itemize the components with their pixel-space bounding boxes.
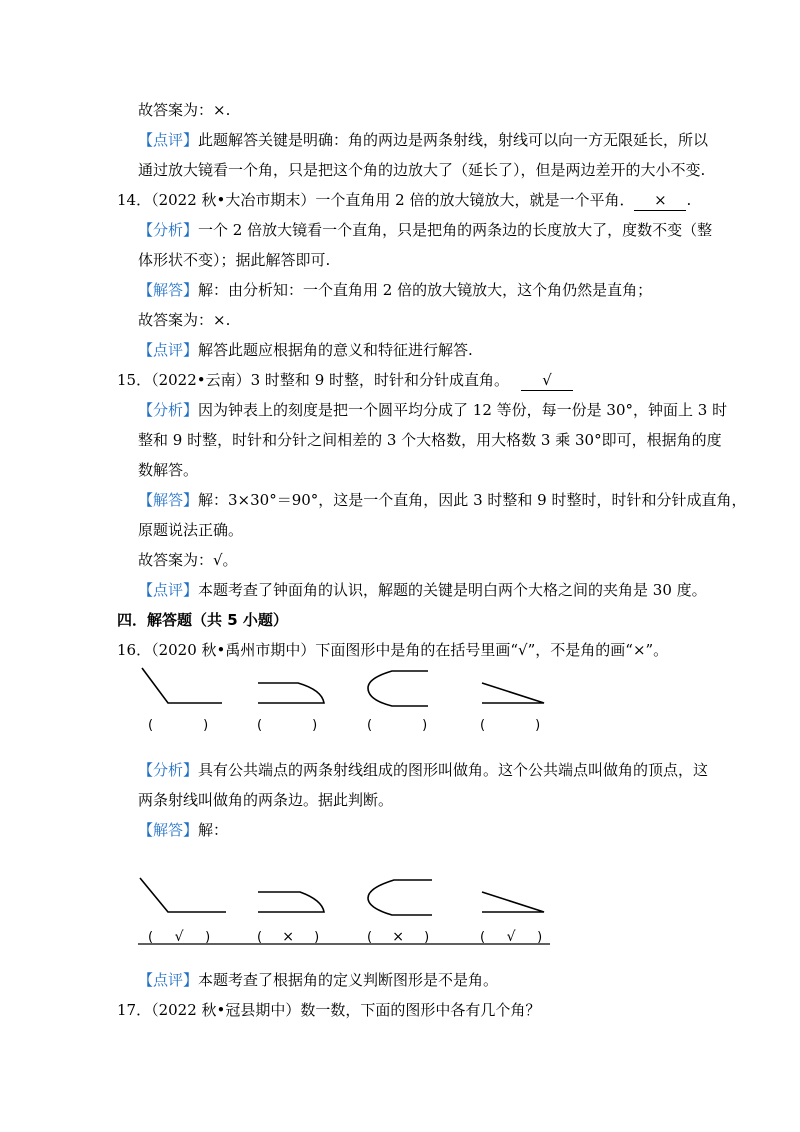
analysis-tag: 【分析】 (138, 221, 199, 239)
angle-shape-1 (140, 878, 226, 912)
comment-line (138, 130, 708, 150)
analysis-line-cont: 数解答。 (138, 461, 199, 479)
question-end: . (686, 191, 692, 209)
solution-text: 解：由分析知：一个直角用 2 倍的放大镜放大，这个角仍然是直角； (198, 281, 653, 299)
comment-text: 本题考查了钟面角的认识，解题的关键是明白两个大格之间的夹角是 30 度。 (198, 581, 707, 599)
analysis-line-cont: 整和 9 时整，时针和分针之间相差的 3 个大格数，用大格数 3 乘 30°即可，根据角的度 (138, 431, 722, 449)
question-text: （2022•云南）3 时整和 9 时整，时针和分针成直角。 (151, 371, 510, 389)
answered-paren-3: ( × ) (367, 929, 430, 945)
comment-line-cont: 通过放大镜看一个角，只是把这个角的边放大了（延长了），但是两边差开的大小不变. (138, 161, 706, 179)
comment-line (138, 970, 498, 990)
angle-shape-1 (142, 668, 222, 703)
question-number: 15． (117, 371, 152, 389)
blank-paren-2: ( ) (257, 718, 318, 733)
comment-tag: 【点评】 (138, 581, 199, 599)
analysis-tag: 【分析】 (138, 761, 199, 779)
question-number: 16． (117, 641, 152, 659)
solution-text: 解： (198, 821, 229, 839)
question-number: 17． (117, 1001, 152, 1019)
cross-mark: × (282, 929, 294, 945)
answered-paren-4: ( √ ) (480, 929, 543, 945)
answer-blank: × (634, 190, 686, 211)
question-14 (117, 190, 691, 211)
question-text: （2022 秋•冠县期中）数一数，下面的图形中各有几个角？ (151, 1001, 541, 1019)
angle-shape-4 (482, 892, 544, 912)
answer-line: 故答案为：×. (138, 101, 231, 119)
question-15 (117, 370, 573, 391)
comment-tag: 【点评】 (138, 131, 199, 149)
solution-line (138, 490, 746, 510)
blank-paren-3: ( ) (367, 718, 428, 733)
analysis-line-cont: 两条射线叫做角的两条边。据此判断。 (138, 791, 394, 809)
comment-text: 解答此题应根据角的意义和特征进行解答. (198, 341, 473, 359)
analysis-line (138, 400, 727, 420)
cross-mark: × (392, 929, 404, 945)
analysis-text: 因为钟表上的刻度是把一个圆平均分成了 12 等份，每一份是 30°，钟面上 3 时 (198, 401, 728, 419)
question-number: 14． (117, 191, 152, 209)
analysis-line (138, 220, 712, 240)
curve-shape-3 (368, 880, 432, 915)
comment-line (138, 340, 473, 360)
solution-tag: 【解答】 (138, 281, 199, 299)
question-text: （2020 秋•禹州市期中）下面图形中是角的在括号里画“√”，不是角的画“×”。 (151, 641, 669, 659)
question-16 (117, 640, 668, 660)
comment-tag: 【点评】 (138, 971, 199, 989)
blank-paren-1: ( ) (148, 718, 209, 733)
analysis-tag: 【分析】 (138, 401, 199, 419)
angle-shape-4 (482, 683, 544, 703)
answer-line: 故答案为：×. (138, 311, 231, 329)
solution-line-cont: 原题说法正确。 (138, 521, 244, 539)
curve-shape-2 (258, 892, 324, 912)
solution-line (138, 280, 652, 300)
analysis-text: 一个 2 倍放大镜看一个直角，只是把角的两条边的长度放大了，度数不变（整 (198, 221, 713, 239)
solution-text: 解：3×30°＝90°，这是一个直角，因此 3 时整和 9 时整时，时针和分针成直角， (198, 491, 747, 509)
section-heading: 四．解答题（共 5 小题） (117, 611, 288, 629)
analysis-text: 具有公共端点的两条射线组成的图形叫做角。这个公共端点叫做角的顶点，这 (198, 761, 709, 779)
comment-tag: 【点评】 (138, 341, 199, 359)
answer-blank: √ (521, 370, 573, 391)
blank-paren-4: ( ) (480, 718, 541, 733)
solution-line (138, 820, 228, 840)
solution-tag: 【解答】 (138, 821, 199, 839)
analysis-line (138, 760, 708, 780)
curve-shape-3 (368, 671, 428, 706)
answer-line: 故答案为：√。 (138, 551, 238, 569)
analysis-line-cont: 体形状不变）；据此解答即可. (138, 251, 331, 269)
comment-text: 本题考查了根据角的定义判断图形是不是角。 (198, 971, 499, 989)
check-mark: √ (174, 929, 184, 945)
question-text: （2022 秋•大冶市期末）一个直角用 2 倍的放大镜放大，就是一个平角． (151, 191, 635, 209)
question-17 (117, 1000, 540, 1020)
solution-tag: 【解答】 (138, 491, 199, 509)
curve-shape-2 (258, 683, 324, 703)
answered-paren-1: ( √ ) (148, 929, 211, 945)
comment-text: 此题解答关键是明确：角的两边是两条射线，射线可以向一方无限延长，所以 (198, 131, 709, 149)
comment-line (138, 580, 707, 600)
check-mark: √ (506, 929, 516, 945)
answered-paren-2: ( × ) (257, 929, 320, 945)
